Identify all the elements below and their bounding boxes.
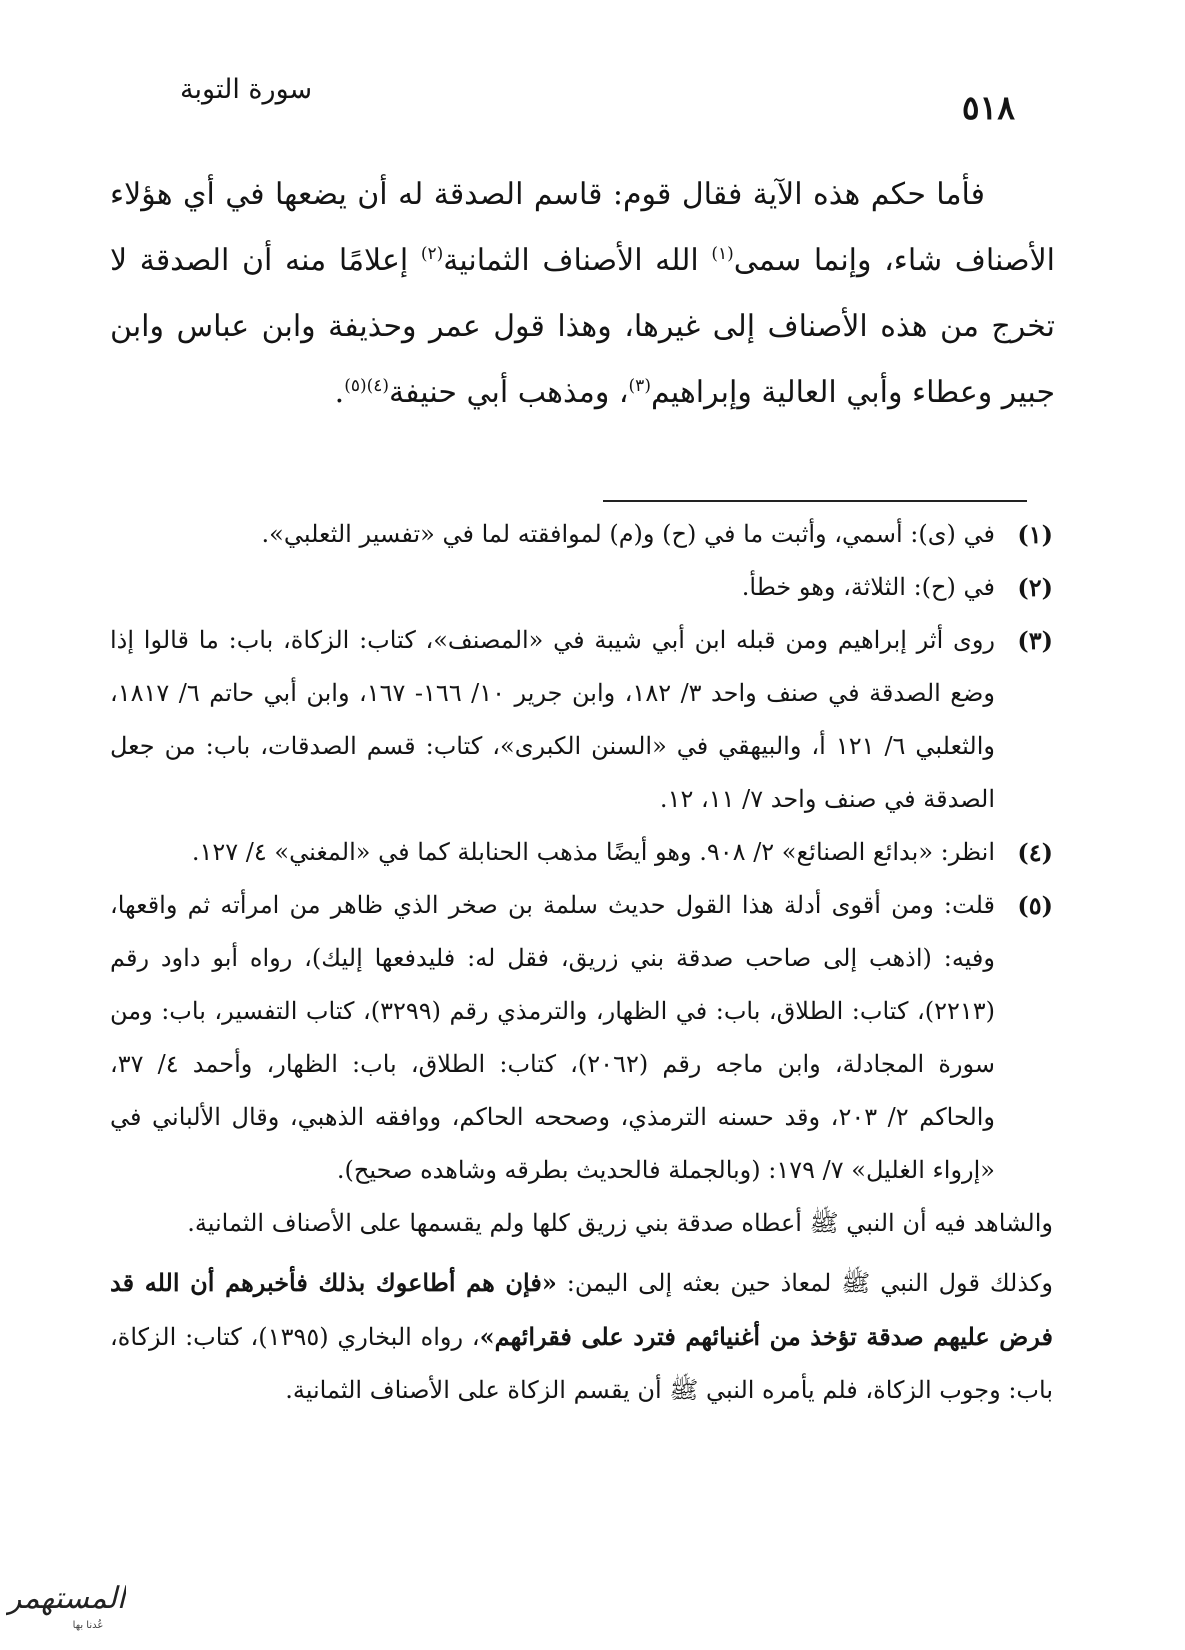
honorific-glyph: ﷺ	[809, 1209, 839, 1237]
main-text-segment: الله الأصناف الثمانية	[443, 243, 712, 278]
page-number: ٥١٨	[961, 88, 1015, 127]
commentary-text: ، رواه البخاري (١٣٩٥)، كتاب: الزكاة، باب: وجوب الزكاة، فلم يأمره النبي	[110, 1323, 1053, 1404]
footnote-marker: (٥)	[1017, 891, 1053, 920]
footnote	[110, 826, 1053, 879]
footnote	[110, 508, 1053, 561]
footnote	[110, 561, 1053, 614]
commentary-text: وكذلك قول النبي	[870, 1269, 1053, 1297]
footnote-reference: (٤)(٥)	[344, 376, 390, 396]
commentary-paragraph	[110, 1197, 1053, 1250]
main-text-segment: ، ومذهب أبي حنيفة	[389, 375, 629, 410]
footnote-text: روى أثر إبراهيم ومن قبله ابن أبي شيبة في «المصنف»، كتاب: الزكاة، باب: ما قالوا إذا وضع الصدقة في صنف واحد ٣/ ١٨٢، وابن جرير ١٠/ ١٦٦- ١٦٧، وابن أبي حاتم ٦/ ١٨١٧، والثعلبي ٦/ ١٢١ أ، والبيهقي في «السنن الكبرى»، كتاب: قسم الصدقات، باب: من جعل الصدقة في صنف واحد ٧/ ١١، ١٢.	[110, 626, 996, 813]
page-header	[120, 70, 1065, 130]
watermark-subtext: عُدنا بها	[72, 1620, 104, 1631]
footnote	[110, 614, 1053, 826]
footnote-marker: (٣)	[1017, 626, 1053, 655]
honorific-glyph: ﷺ	[841, 1269, 871, 1297]
footnotes	[110, 508, 1053, 1417]
main-text-segment: فأما حكم هذه الآية فقال قوم: قاسم الصدقة له أن يضعها في أي هؤلاء الأصناف شاء، وإنما سمى	[110, 177, 1056, 278]
footnote-text: في (ى): أسمي، وأثبت ما في (ح) و(م) لموافقته لما في «تفسير الثعلبي».	[261, 520, 995, 548]
watermark-logo	[6, 1570, 126, 1640]
hadith-quote: «فإن هم أطاعوك بذلك فأخبرهم أن الله قد فرض عليهم صدقة تؤخذ من أغنيائهم فترد على فقرائهم»	[110, 1268, 1054, 1351]
commentary-text: أعطاه صدقة بني زريق كلها ولم يقسمها على الأصناف الثمانية.	[187, 1209, 810, 1237]
footnote-marker: (٤)	[1017, 838, 1053, 867]
footnote-text: قلت: ومن أقوى أدلة هذا القول حديث سلمة بن صخر الذي ظاهر من امرأته ثم واقعها، وفيه: (اذهب إلى صاحب صدقة بني زريق، فقل له: فليدفعها إليك)، رواه أبو داود رقم (٢٢١٣)، كتاب: الطلاق، باب: في الظهار، والترمذي رقم (٣٢٩٩)، كتاب التفسير، باب: ومن سورة المجادلة، وابن ماجه رقم (٢٠٦٢)، كتاب: الطلاق، باب: الظهار، وأحمد ٤/ ٣٧، والحاكم ٢/ ٢٠٣، وقد حسنه الترمذي، وصححه الحاكم، ووافقه الذهبي، وقال الألباني في «إرواء الغليل» ٧/ ١٧٩: (وبالجملة فالحديث بطرقه وشاهده صحيح).	[110, 891, 996, 1184]
footnote-marker: (١)	[1017, 520, 1053, 549]
main-text	[110, 162, 1055, 426]
footnote-reference: (٢)	[420, 244, 444, 264]
commentary-text: أن يقسم الزكاة على الأصناف الثمانية.	[285, 1376, 670, 1404]
footnote-reference: (٣)	[628, 376, 651, 396]
main-text-segment: .	[334, 375, 345, 410]
watermark-text: المستهمر	[6, 1581, 126, 1616]
honorific-glyph: ﷺ	[669, 1376, 699, 1404]
surah-title: سورة التوبة	[180, 74, 313, 105]
main-text-segment: إعلامًا منه أن الصدقة لا تخرج من هذه الأصناف إلى غيرها، وهذا قول عمر وحذيفة وابن عباس وابن جبير وعطاء وأبي العالية وإبراهيم	[110, 243, 1055, 410]
footnote-text: انظر: «بدائع الصنائع» ٢/ ٩٠٨. وهو أيضًا مذهب الحنابلة كما في «المغني» ٤/ ١٢٧.	[191, 838, 995, 866]
footnote	[110, 879, 1053, 1197]
commentary-text: لمعاذ حين بعثه إلى اليمن:	[556, 1269, 842, 1297]
footnote-separator	[603, 500, 1027, 502]
footnote-marker: (٢)	[1017, 573, 1053, 602]
main-paragraph	[110, 162, 1055, 426]
commentary-text: والشاهد فيه أن النبي	[838, 1209, 1053, 1237]
footnote-text: في (ح): الثلاثة، وهو خطأ.	[741, 573, 995, 601]
commentary-paragraph	[110, 1256, 1053, 1417]
footnote-reference: (١)	[711, 244, 734, 264]
